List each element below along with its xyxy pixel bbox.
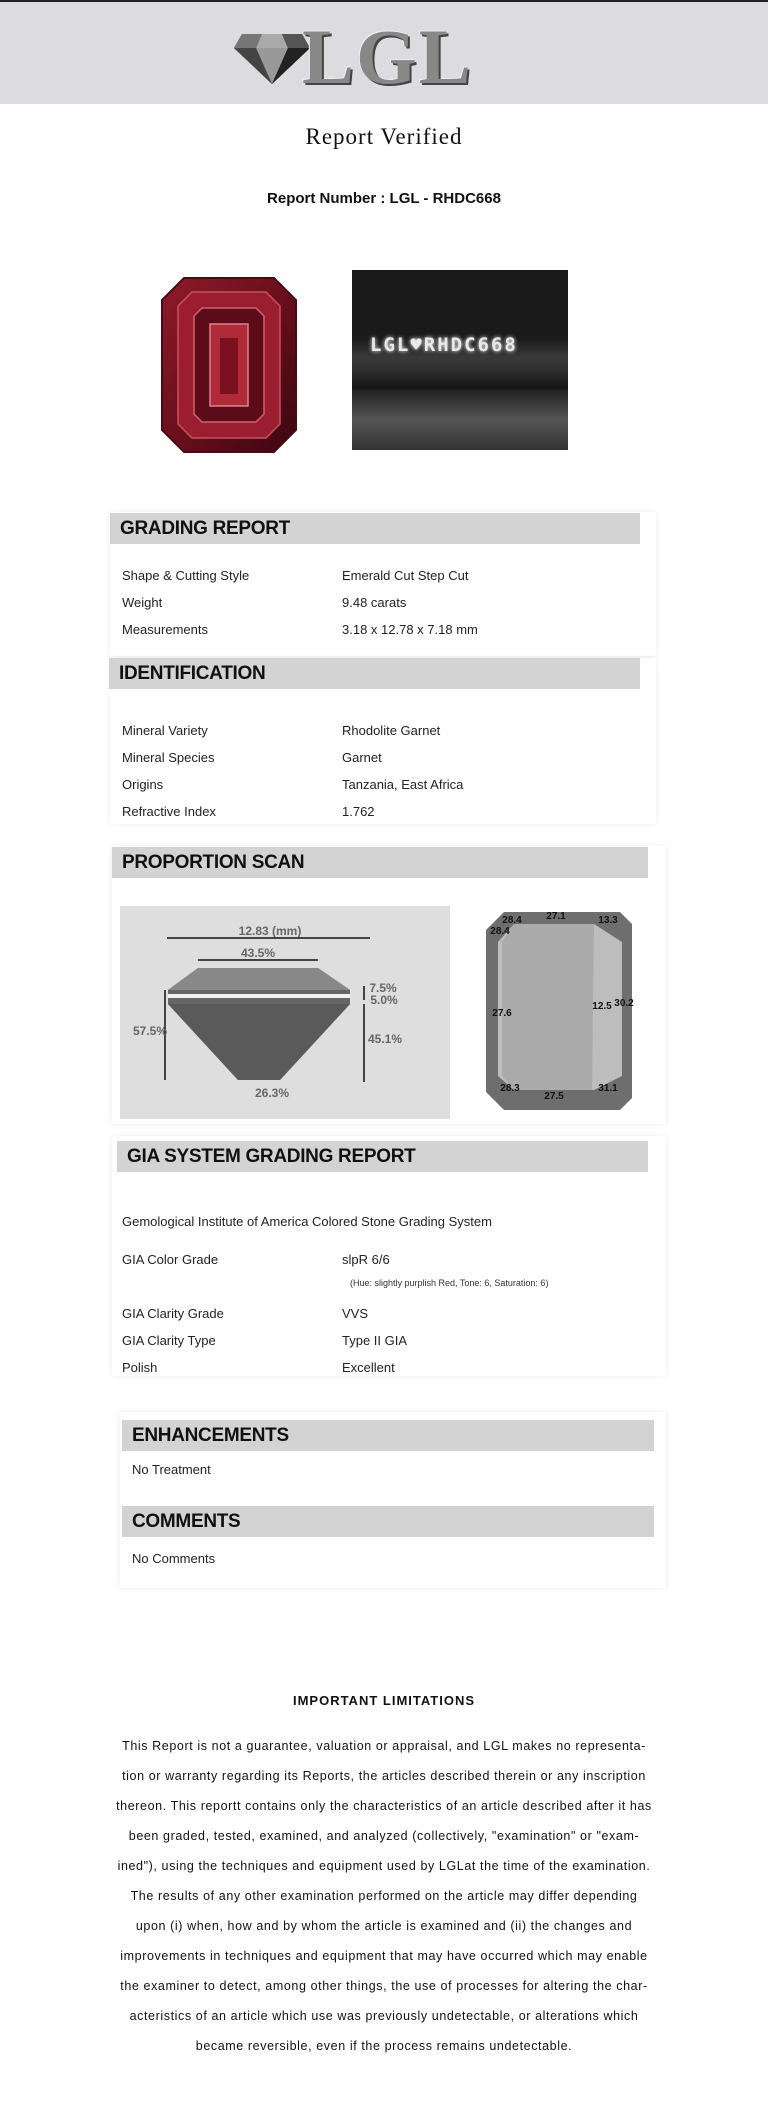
limitations-line: This Report is not a guarantee, valuation or appraisal, and LGL makes no representa- xyxy=(122,1739,646,1753)
enhancements-text: No Treatment xyxy=(132,1462,211,1477)
gia-color-grade-label: GIA Color Grade xyxy=(122,1252,219,1267)
top-value-5: 27.6 xyxy=(492,1008,512,1019)
top-value-1: 28.4 xyxy=(502,915,522,926)
culet-label: 26.3% xyxy=(254,1086,290,1100)
gemstone-photo xyxy=(134,268,324,460)
gia-intro: Gemological Institute of America Colored Stone Grading System xyxy=(122,1214,492,1229)
polish-value: Excellent xyxy=(342,1360,395,1375)
identification-heading: IDENTIFICATION xyxy=(109,658,640,689)
limitations-line: ined"), using the techniques and equipment used by LGLat the time of the examination. xyxy=(117,1859,651,1873)
refractive-index-label: Refractive Index xyxy=(122,804,216,819)
logo-text: LGL xyxy=(302,13,473,100)
gia-clarity-type-value: Type II GIA xyxy=(342,1333,408,1348)
diamond-icon xyxy=(232,26,312,86)
top-view-scan xyxy=(474,906,646,1119)
limitations-line: the examiner to detect, among other things, the use of processes for altering the char- xyxy=(120,1979,648,1993)
limitations-line: been graded, tested, examined, and analyzed (collectively, "examination" or "exam- xyxy=(128,1829,640,1843)
side-profile-scan xyxy=(120,906,450,1119)
limitations-heading: IMPORTANT LIMITATIONS xyxy=(292,1693,476,1708)
mineral-variety-label: Mineral Variety xyxy=(122,723,208,738)
top-value-10: 31.1 xyxy=(598,1083,618,1094)
pavilion-depth-label: 45.1% xyxy=(367,1032,403,1046)
limitations-line: tion or warranty regarding its Reports, the articles described therein or any inscription xyxy=(122,1769,646,1783)
gia-clarity-type-label: GIA Clarity Type xyxy=(122,1333,216,1348)
limitations-line: became reversible, even if the process remains undetectable. xyxy=(195,2039,573,2053)
top-value-2: 27.1 xyxy=(546,911,566,922)
lgl-logo xyxy=(232,13,492,100)
origins-label: Origins xyxy=(122,777,164,792)
mineral-species-value: Garnet xyxy=(342,750,382,765)
comments-text: No Comments xyxy=(132,1551,216,1566)
page-title: Report Verified xyxy=(305,124,463,149)
top-value-7: 30.2 xyxy=(614,998,634,1009)
proportion-scan-heading: PROPORTION SCAN xyxy=(112,847,648,878)
header-bar xyxy=(0,0,768,104)
top-value-9: 27.5 xyxy=(544,1091,564,1102)
grading-report-heading: GRADING REPORT xyxy=(110,513,640,544)
origins-value: Tanzania, East Africa xyxy=(342,777,464,792)
limitations-line: The results of any other examination performed on the article may differ depending xyxy=(130,1889,638,1903)
comments-heading: COMMENTS xyxy=(122,1506,654,1537)
total-depth-label: 57.5% xyxy=(132,1024,168,1038)
table-label: 43.5% xyxy=(240,946,276,960)
gia-color-note: (Hue: slightly purplish Red, Tone: 6, Saturation: 6) xyxy=(350,1278,549,1288)
top-value-3: 13.3 xyxy=(598,915,618,926)
polish-label: Polish xyxy=(122,1360,158,1375)
measurements-value: 3.18 x 12.78 x 7.18 mm xyxy=(342,622,478,637)
measurements-label: Measurements xyxy=(122,622,208,637)
shape-label: Shape & Cutting Style xyxy=(122,568,250,583)
top-value-8: 28.3 xyxy=(500,1083,520,1094)
shape-value: Emerald Cut Step Cut xyxy=(342,568,469,583)
limitations-line: improvements in techniques and equipment that may have occurred which may enable xyxy=(120,1949,648,1963)
limitations-line: upon (i) when, how and by whom the article is examined and (ii) the changes and xyxy=(135,1919,633,1933)
crown-height-label: 7.5% xyxy=(369,981,397,995)
report-number: Report Number : LGL - RHDC668 xyxy=(267,190,501,207)
enhancements-heading: ENHANCEMENTS xyxy=(122,1420,654,1451)
weight-value: 9.48 carats xyxy=(342,595,407,610)
mineral-species-label: Mineral Species xyxy=(122,750,215,765)
gia-color-grade-value: slpR 6/6 xyxy=(342,1252,390,1267)
mineral-variety-value: Rhodolite Garnet xyxy=(342,723,441,738)
limitations-line: acteristics of an article which use was previously undetectable, or alterations which xyxy=(129,2009,639,2023)
gia-clarity-grade-label: GIA Clarity Grade xyxy=(122,1306,224,1321)
weight-label: Weight xyxy=(122,595,163,610)
top-value-6: 12.5 xyxy=(592,1001,612,1012)
gia-clarity-grade-value: VVS xyxy=(342,1306,369,1321)
inscription-text: LGL♥RHDC668 xyxy=(370,334,518,356)
limitations-line: thereon. This reportt contains only the characteristics of an article described after it has xyxy=(116,1799,652,1813)
inscription-photo xyxy=(352,270,568,450)
refractive-index-value: 1.762 xyxy=(342,804,375,819)
top-value-4: 28.4 xyxy=(490,926,510,937)
width-label: 12.83 (mm) xyxy=(238,924,302,938)
gia-heading: GIA SYSTEM GRADING REPORT xyxy=(117,1141,648,1172)
girdle-label: 5.0% xyxy=(370,993,398,1007)
